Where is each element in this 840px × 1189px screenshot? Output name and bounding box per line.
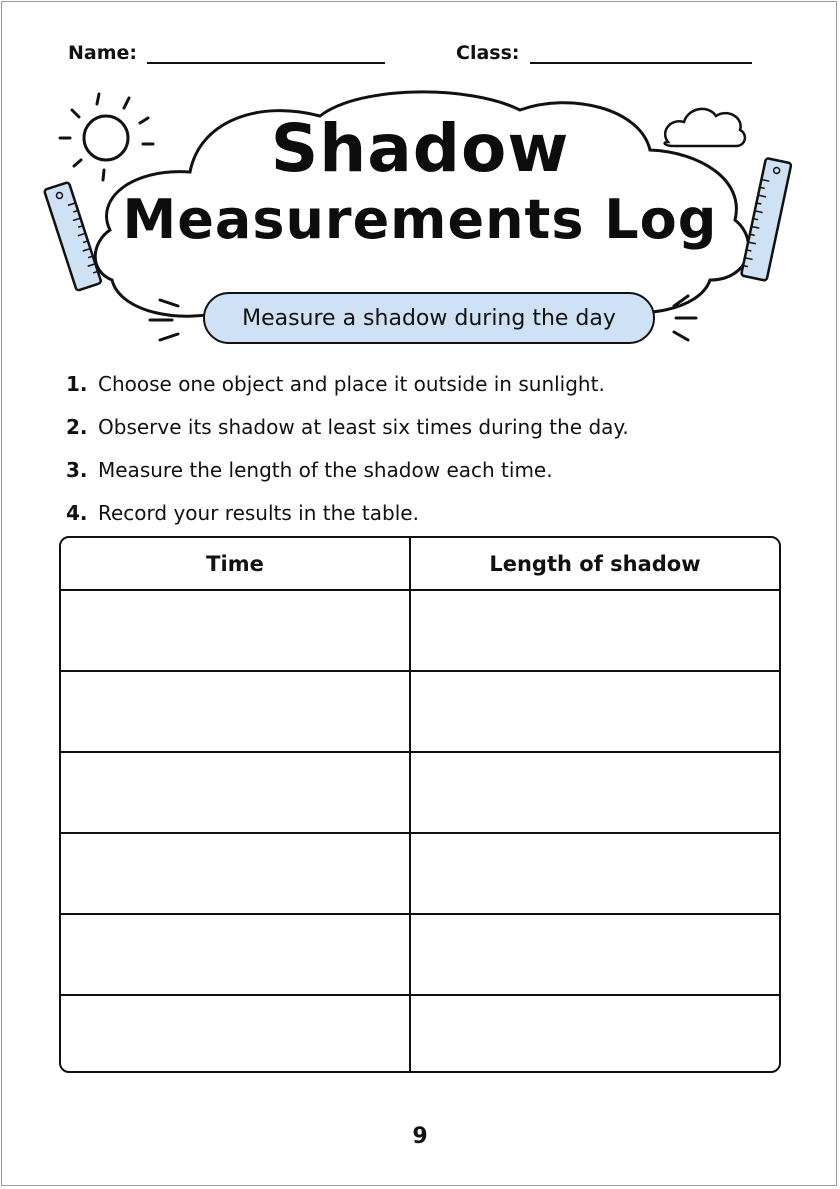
step-text: Measure the length of the shadow each time.	[98, 457, 553, 482]
instruction-item	[66, 448, 786, 491]
length-cell[interactable]	[411, 672, 779, 751]
subtitle-pill: Measure a shadow during the day	[203, 292, 655, 344]
title-shadow: Shadow	[270, 110, 570, 187]
table-row	[61, 915, 779, 996]
table-row	[61, 834, 779, 915]
shadow-log-table	[59, 536, 781, 1073]
instruction-list	[66, 362, 786, 534]
header-length-of-shadow: Length of shadow	[489, 551, 701, 576]
length-cell[interactable]	[411, 915, 779, 994]
instruction-item	[66, 491, 786, 534]
table-row	[61, 753, 779, 834]
step-number: 3.	[66, 457, 88, 482]
time-cell[interactable]	[61, 915, 411, 994]
step-number: 2.	[66, 414, 88, 439]
name-label: Name:	[68, 42, 138, 64]
time-cell[interactable]	[61, 753, 411, 832]
time-cell[interactable]	[61, 591, 411, 670]
table-row	[61, 996, 779, 1073]
step-number: 4.	[66, 500, 88, 525]
class-field	[456, 40, 752, 64]
length-cell[interactable]	[411, 591, 779, 670]
time-cell[interactable]	[61, 672, 411, 751]
length-cell[interactable]	[411, 996, 779, 1073]
table-row	[61, 591, 779, 672]
step-number: 1.	[66, 371, 88, 396]
name-input-line[interactable]	[147, 40, 385, 64]
class-label: Class:	[456, 42, 520, 64]
page-number: 9	[412, 1124, 428, 1149]
class-input-line[interactable]	[530, 40, 752, 64]
table-row	[61, 672, 779, 753]
time-cell[interactable]	[61, 996, 411, 1073]
instruction-item	[66, 405, 786, 448]
step-text: Observe its shadow at least six times during the day.	[98, 414, 629, 439]
header-time: Time	[61, 538, 411, 589]
title-measurements-log: Measurements Log	[122, 188, 718, 251]
length-cell[interactable]	[411, 834, 779, 913]
length-cell[interactable]	[411, 753, 779, 832]
instruction-item	[66, 362, 786, 405]
step-text: Record your results in the table.	[98, 500, 419, 525]
name-field	[68, 40, 385, 64]
table-header-row	[61, 538, 779, 591]
step-text: Choose one object and place it outside in sunlight.	[98, 371, 605, 396]
time-cell[interactable]	[61, 834, 411, 913]
